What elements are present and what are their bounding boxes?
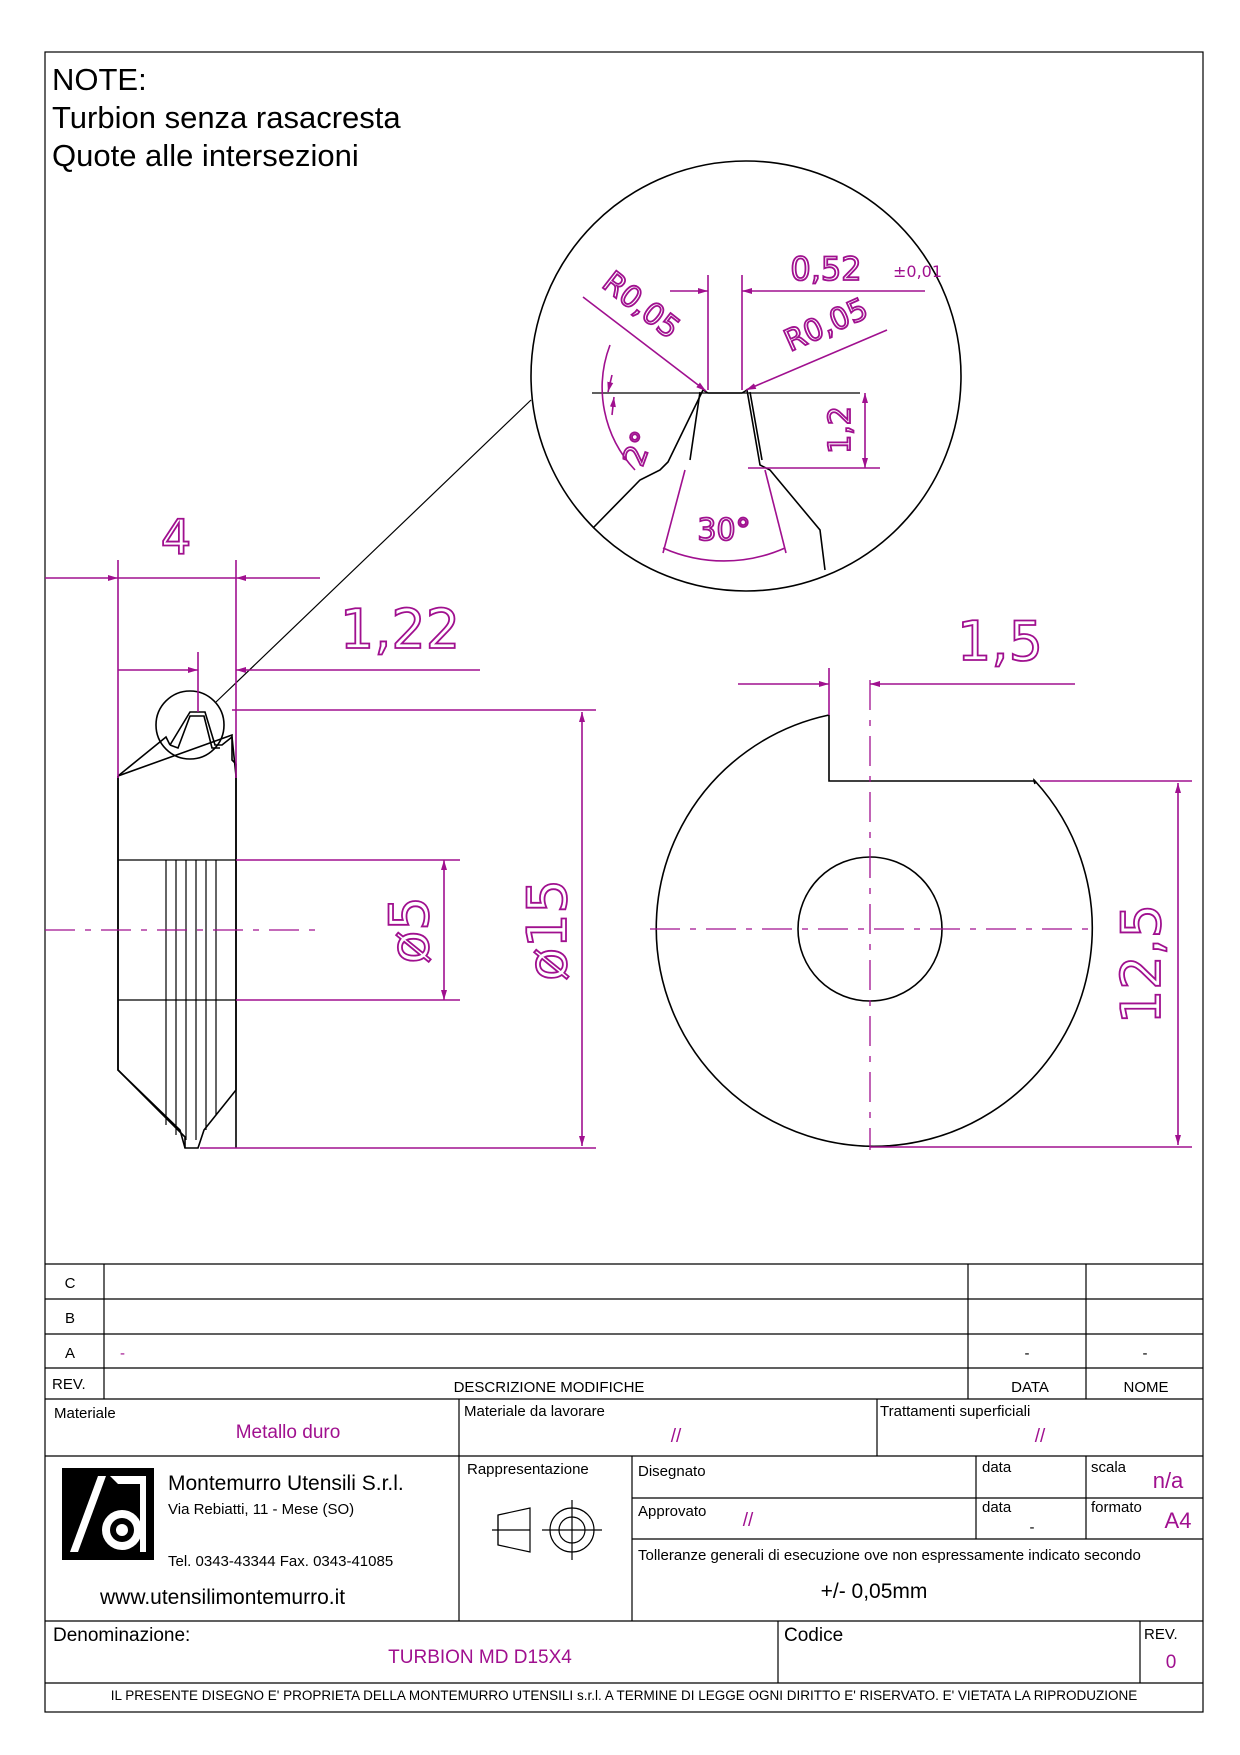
formato-value: A4: [1164, 1508, 1192, 1533]
materiale-lavorare-value: //: [670, 1426, 682, 1447]
codice-label: Codice: [784, 1625, 844, 1646]
rev-row-a: A: [64, 1345, 76, 1362]
revision-table: [45, 1264, 1203, 1399]
rev-row-a-data: -: [1024, 1345, 1030, 1362]
notes-title: NOTE:: [52, 62, 147, 97]
title-block: [45, 1399, 1203, 1703]
rev-label: REV.: [1144, 1626, 1178, 1643]
trattamenti-value: //: [1034, 1426, 1046, 1447]
side-view: [45, 400, 596, 1148]
scala-value: n/a: [1152, 1468, 1184, 1493]
dim-bore-diameter: ø5: [378, 896, 441, 964]
detail-radius-left: R0,05: [595, 264, 687, 347]
materiale-lavorare-label: Materiale da lavorare: [464, 1403, 605, 1420]
copyright-footer: IL PRESENTE DISEGNO E' PROPRIETA DELLA MONTEMURRO UTENSILI s.r.l. A TERMINE DI LEGGE OGNI DIRITTO E' RISERVATO. E' VIETATA LA RIPRODUZIONE: [110, 1688, 1138, 1703]
denominazione-value: TURBION MD D15X4: [388, 1647, 572, 1668]
rev-header-desc: DESCRIZIONE MODIFICHE: [453, 1379, 645, 1396]
rev-value: 0: [1165, 1652, 1177, 1673]
disegnato-label: Disegnato: [638, 1463, 706, 1480]
data-value-2: -: [1029, 1519, 1035, 1536]
detail-dim-width-tol: ±0,01: [893, 262, 943, 281]
notes: [52, 62, 401, 173]
company-name: Montemurro Utensili S.r.l.: [168, 1472, 404, 1495]
dim-key-offset: 1,5: [957, 610, 1043, 673]
rev-row-b: B: [64, 1310, 76, 1327]
rappresentazione-label: Rappresentazione: [467, 1461, 589, 1478]
detail-view: [531, 161, 961, 591]
detail-dim-width: 0,52: [790, 250, 862, 288]
dim-outer-diameter: ø15: [516, 879, 579, 981]
approvato-label: Approvato: [638, 1503, 707, 1520]
data-label-2: data: [982, 1499, 1012, 1516]
rev-header-rev: REV.: [52, 1376, 86, 1393]
rev-row-a-desc: -: [120, 1345, 125, 1362]
tolleranze-value: +/- 0,05mm: [820, 1580, 928, 1603]
rev-row-c: C: [64, 1275, 76, 1292]
rev-row-a-nome: -: [1142, 1345, 1148, 1362]
dim-tip-offset: 1,22: [339, 598, 461, 661]
formato-label: formato: [1091, 1499, 1142, 1516]
front-view: [650, 610, 1192, 1150]
rev-header-data: DATA: [1011, 1379, 1049, 1396]
notes-line-2: Quote alle intersezioni: [52, 138, 359, 173]
materiale-label: Materiale: [54, 1405, 116, 1422]
scala-label: scala: [1091, 1459, 1127, 1476]
materiale-value: Metallo duro: [235, 1422, 341, 1443]
detail-angle-tooth: 30°: [697, 513, 751, 548]
detail-depth: 1,2: [823, 406, 858, 454]
detail-callout-circle: [156, 691, 224, 759]
dim-key-height: 12,5: [1110, 903, 1173, 1025]
detail-radius-right: R0,05: [778, 291, 874, 360]
detail-angle-small: 2°: [616, 426, 662, 471]
dim-width: 4: [160, 510, 192, 566]
projection-symbol: [492, 1500, 602, 1560]
approvato-value: //: [742, 1510, 754, 1531]
company-website: www.utensilimontemurro.it: [100, 1586, 346, 1609]
company-logo: [62, 1468, 154, 1560]
denominazione-label: Denominazione:: [53, 1625, 191, 1646]
tolleranze-label: Tolleranze generali di esecuzione ove non espressamente indicato secondo: [638, 1547, 1141, 1564]
notes-line-1: Turbion senza rasacresta: [52, 100, 401, 135]
rev-header-nome: NOME: [1123, 1379, 1169, 1396]
data-label-1: data: [982, 1459, 1012, 1476]
trattamenti-label: Trattamenti superficiali: [880, 1403, 1031, 1420]
company-phone: Tel. 0343-43344 Fax. 0343-41085: [168, 1553, 394, 1570]
company-address: Via Rebiatti, 11 - Mese (SO): [168, 1501, 355, 1518]
